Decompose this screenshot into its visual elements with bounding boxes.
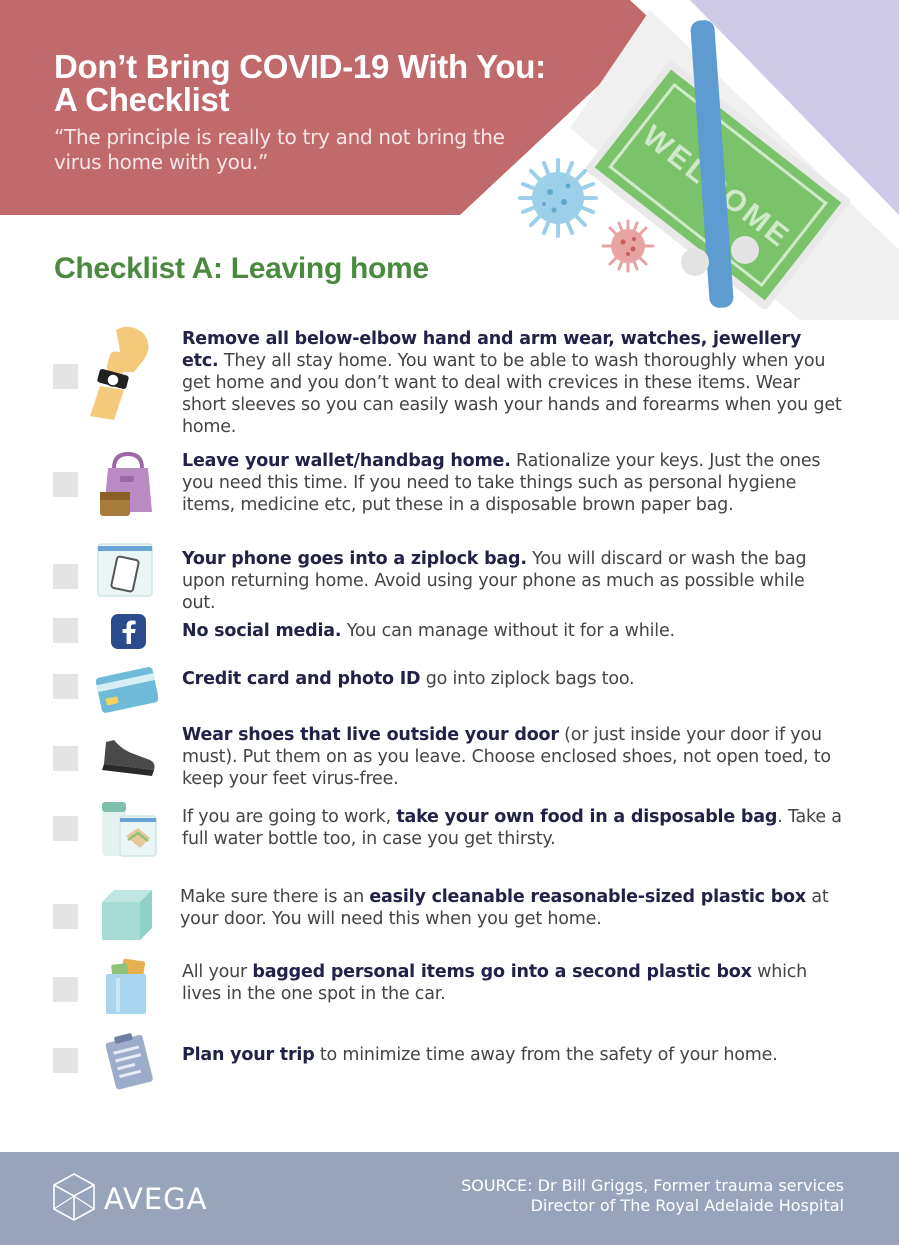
item-bold: Credit card and photo ID (182, 669, 421, 689)
item-text (182, 668, 842, 690)
food-bag-icon (98, 800, 160, 860)
title-line-1: Don’t Bring COVID-19 With You: (54, 48, 546, 85)
checkbox[interactable] (53, 364, 78, 389)
source-credit (424, 1176, 844, 1216)
item-body: You will discard or wash the bag upon returning home. Avoid using your phone as much as possible while out. (182, 549, 807, 613)
checkbox[interactable] (53, 618, 78, 643)
item-bold: Remove all below-elbow hand and arm wear, watches, jewellery etc. (182, 329, 802, 371)
item-text (182, 620, 842, 642)
credit-card-icon (96, 664, 158, 714)
facebook-icon (111, 614, 146, 649)
item-text (182, 450, 842, 516)
box-items-icon (102, 958, 150, 1016)
item-text (182, 961, 842, 1005)
item-body: . Take a full water bottle too, in case you get thirsty. (182, 807, 842, 849)
item-text (182, 548, 842, 614)
item-body: to minimize time away from the safety of your home. (314, 1045, 778, 1065)
checkbox[interactable] (53, 746, 78, 771)
checkbox[interactable] (53, 904, 78, 929)
virus-icon (603, 221, 653, 271)
item-pre: Make sure there is an (180, 887, 370, 907)
item-body: go into ziplock bags too. (420, 669, 635, 689)
checkbox[interactable] (53, 1048, 78, 1073)
item-bold: take your own food in a disposable bag (396, 807, 778, 827)
item-body: You can manage without it for a while. (341, 621, 675, 641)
item-body: at your door. You will need this when you get home. (180, 887, 829, 929)
item-text (182, 328, 842, 438)
item-body: They all stay home. You want to be able to wash thoroughly when you get home and you don’t want to deal with crevices in these items. Wear short sleeves so you can easily wash your hands and forearms when you get home. (182, 351, 842, 437)
plastic-box-icon (100, 888, 154, 942)
checkbox[interactable] (53, 472, 78, 497)
checkbox[interactable] (53, 816, 78, 841)
header-quote: “The principle is really to try and not bring the virus home with you.” (54, 125, 505, 174)
item-pre: All your (182, 962, 253, 982)
section-title: Checklist A: Leaving home (54, 252, 429, 285)
item-bold: easily cleanable reasonable-sized plastic box (369, 887, 806, 907)
item-text (182, 724, 842, 790)
item-bold: Your phone goes into a ziplock bag. (182, 549, 527, 569)
footer (0, 1152, 899, 1245)
item-pre: If you are going to work, (182, 807, 397, 827)
item-bold: No social media. (182, 621, 342, 641)
checkbox[interactable] (53, 564, 78, 589)
item-bold: Wear shoes that live outside your door (182, 725, 559, 745)
hand-watch-icon (86, 322, 156, 422)
item-bold: bagged personal items go into a second plastic box (252, 962, 752, 982)
title-line-2: A Checklist (54, 81, 230, 118)
item-text (182, 1044, 842, 1066)
item-body: (or just inside your door if you must). Put them on as you leave. Choose enclosed shoes, not open toed, to keep your feet virus-free. (182, 725, 831, 789)
logo-text: AVEGA (104, 1182, 208, 1216)
item-text (182, 806, 842, 850)
item-text (180, 886, 840, 930)
item-body: Rationalize your keys. Just the ones you need this time. If you need to take things such as personal hygiene items, medicine etc, put these in a disposable brown paper bag. (182, 451, 821, 515)
avega-logo-icon (52, 1172, 96, 1222)
document-plan-icon (102, 1032, 158, 1090)
item-bold: Plan your trip (182, 1045, 315, 1065)
item-bold: Leave your wallet/handbag home. (182, 451, 511, 471)
handbag-wallet-icon (96, 450, 156, 520)
source-line-1: SOURCE: Dr Bill Griggs, Former trauma services (461, 1176, 844, 1195)
checkbox[interactable] (53, 977, 78, 1002)
shoe-icon (100, 736, 158, 780)
phone-ziplock-icon (94, 540, 156, 600)
item-body: which lives in the one spot in the car. (182, 962, 808, 1004)
source-line-2: Director of The Royal Adelaide Hospital (530, 1196, 844, 1215)
virus-icon (520, 160, 596, 236)
checkbox[interactable] (53, 674, 78, 699)
